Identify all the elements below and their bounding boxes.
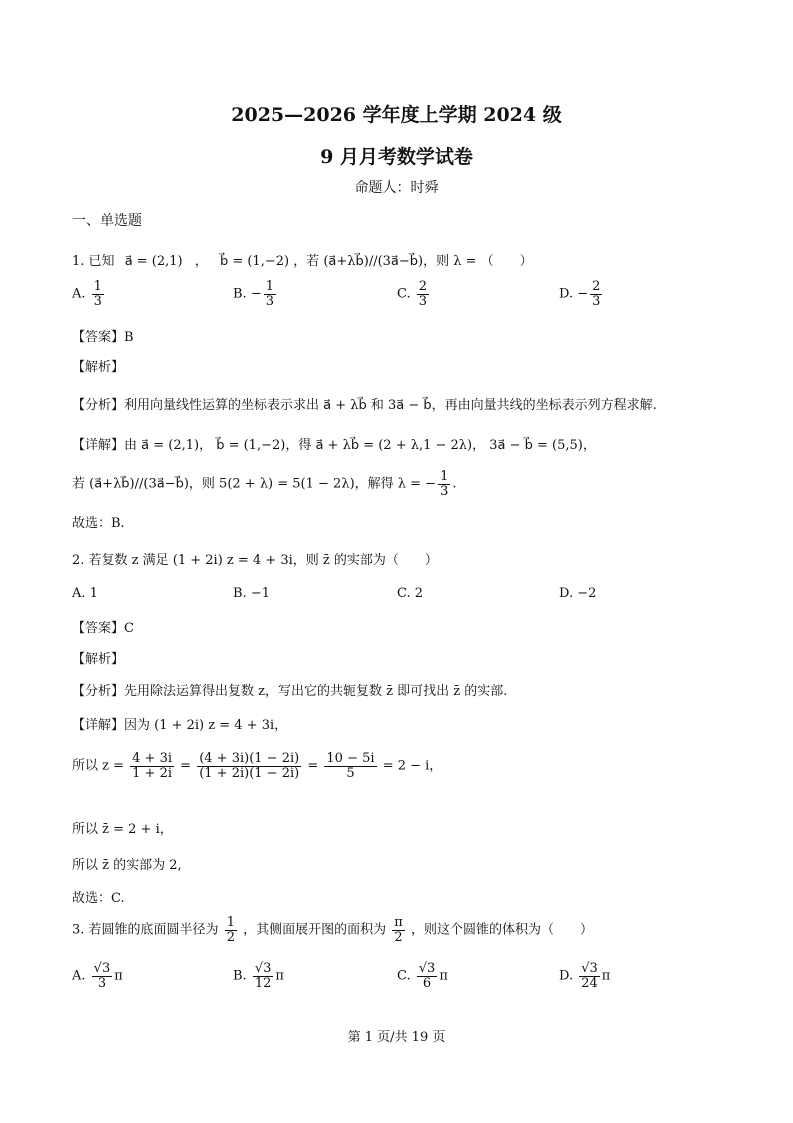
q1-option-b: B. − $\frac{1}{3}$ [233, 279, 275, 309]
q2-step-1: 所以 z = $\frac{4 + 3i}{1 + 2i}$ = $\frac{(4 + 3i)(1 - 2i)}{(1 + 2i)(1 - 2i)}$ = $\frac{10 - 5i}{5}$ = 2 − i， [72, 751, 443, 781]
q1-option-c: C. $\frac{2}{3}$ [397, 279, 428, 309]
section-heading: 一、单选题 [72, 213, 142, 229]
question-2-stem: 2. 若复数 z 满足 (1 + 2i) z = 4 + 3i，则 z̄ 的实部为（ ） [72, 553, 438, 568]
q1-analysis-tag: 【解析】 [72, 360, 125, 375]
exam-author: 命题人：时舜 [354, 180, 439, 196]
q2-step-3: 所以 z̄ 的实部为 2, [72, 858, 182, 873]
q1-prefix: 1. 已知 [72, 254, 115, 269]
q1-conclusion: 故选：B. [72, 516, 125, 531]
q1-answer: 【答案】B [72, 330, 134, 345]
q2-option-b: B. −1 [233, 586, 270, 601]
q3-option-c: C. $\frac{√3}{6}$ π [397, 961, 448, 991]
question-1-stem: 1. 已知 a⃗ = (2,1) ， b⃗ = (1,−2) ，若 (a⃗+λb⃗)//(3a⃗−b⃗)，则 λ = （ ） [72, 254, 533, 269]
q3-option-b: B. $\frac{√3}{12}$ π [233, 961, 284, 991]
q1-detail: 【详解】由 a⃗ = (2,1)， b⃗ = (1,−2)，得 a⃗ + λb⃗ = (2 + λ,1 − 2λ)， 3a⃗ − b⃗ = (5,5)， [72, 438, 596, 453]
q3-option-a: A. $\frac{√3}{3}$ π [72, 961, 123, 991]
q2-analysis: 【分析】先用除法运算得出复数 z，写出它的共轭复数 z̄ 即可找出 z̄ 的实部. [72, 684, 508, 699]
page-number: 第 1 页/共 19 页 [347, 1030, 446, 1045]
q1-vector-b: b⃗ = (1,−2) [219, 254, 290, 269]
q2-answer: 【答案】C [72, 621, 134, 636]
q1-detail-2: 若 (a⃗+λb⃗)//(3a⃗−b⃗)，则 5(2 + λ) = 5(1 − 2λ)，解得 λ = − $\frac{1}{3}$ . [72, 469, 457, 499]
q2-analysis-tag: 【解析】 [72, 652, 125, 667]
q1-condition: ，若 (a⃗+λb⃗)//(3a⃗−b⃗)，则 λ = （ ） [293, 254, 533, 269]
q2-option-c: C. 2 [397, 586, 424, 601]
exam-title-line1: 2025—2026 学年度上学期 2024 级 [231, 104, 562, 126]
q2-option-d: D. −2 [559, 586, 597, 601]
q2-step-2: 所以 z̄ = 2 + i， [72, 822, 173, 837]
q1-analysis: 【分析】利用向量线性运算的坐标表示求出 a⃗ + λb⃗ 和 3a⃗ − b⃗，再由向量共线的坐标表示列方程求解. [72, 398, 657, 413]
q2-detail: 【详解】因为 (1 + 2i) z = 4 + 3i， [72, 718, 288, 733]
q1-vector-a: a⃗ = (2,1) [124, 254, 183, 269]
q3-option-d: D. $\frac{√3}{24}$ π [559, 961, 611, 991]
q1-option-a: A. $\frac{1}{3}$ [72, 279, 102, 309]
q1-option-d: D. − $\frac{2}{3}$ [559, 279, 601, 309]
q2-option-a: A. 1 [72, 586, 98, 601]
q2-conclusion: 故选：C. [72, 891, 125, 906]
exam-title-line2: 9 月月考数学试卷 [320, 146, 473, 168]
question-3-stem: 3. 若圆锥的底面圆半径为 $\frac{1}{2}$ ，其侧面展开图的面积为 $\frac{\pi}{2}$ ，则这个圆锥的体积为（ ） [72, 915, 593, 945]
